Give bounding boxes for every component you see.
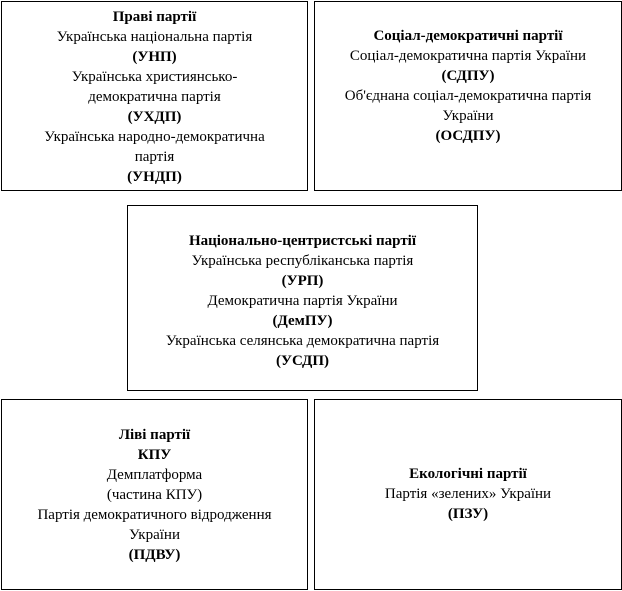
social-democratic-parties-title: Соціал-демократичні партії bbox=[373, 28, 563, 44]
party-abbr: (ДемПУ) bbox=[272, 313, 333, 329]
left-parties-title: Ліві партії bbox=[118, 427, 191, 443]
party-name: Демократична партія України bbox=[207, 293, 398, 309]
party-name: Українська народно-демократична bbox=[44, 129, 265, 145]
right-parties-title: Праві партії bbox=[112, 9, 197, 25]
social-democratic-parties-box bbox=[314, 1, 622, 191]
national-centrist-parties-title: Національно-центристські партії bbox=[188, 233, 417, 249]
ecological-parties-box bbox=[314, 399, 622, 590]
party-name: Об'єднана соціал-демократична партія bbox=[344, 88, 592, 104]
right-parties-box bbox=[1, 1, 308, 191]
party-note: (частина КПУ) bbox=[106, 487, 203, 503]
party-name: демократична партія bbox=[88, 89, 221, 105]
party-abbr: (УРП) bbox=[281, 273, 324, 289]
party-abbr: (ПЗУ) bbox=[447, 506, 489, 522]
party-abbr: КПУ bbox=[137, 447, 172, 463]
ecological-parties-title: Екологічні партії bbox=[409, 466, 527, 482]
party-abbr: (УХДП) bbox=[127, 109, 182, 125]
party-name: Українська національна партія bbox=[56, 29, 253, 45]
party-name: України bbox=[129, 527, 180, 543]
party-name: Українська республіканська партія bbox=[191, 253, 414, 269]
party-name: Соціал-демократична партія України bbox=[349, 48, 587, 64]
party-name: України bbox=[442, 108, 494, 124]
party-name: Партія демократичного відродження bbox=[37, 507, 272, 523]
party-abbr: (ПДВУ) bbox=[128, 547, 181, 563]
party-abbr: (УНДП) bbox=[127, 169, 182, 185]
left-parties-box bbox=[1, 399, 308, 590]
party-abbr: (УСДП) bbox=[275, 353, 330, 369]
party-name: Українська селянська демократична партія bbox=[165, 333, 440, 349]
party-abbr: (СДПУ) bbox=[441, 68, 495, 84]
party-name: партія bbox=[134, 149, 175, 165]
party-name: Українська християнсько- bbox=[71, 69, 238, 85]
party-abbr: (ОСДПУ) bbox=[435, 128, 501, 144]
party-name: Демплатформа bbox=[106, 467, 203, 483]
national-centrist-parties-box bbox=[127, 205, 478, 391]
party-abbr: (УНП) bbox=[132, 49, 177, 65]
party-name: Партія «зелених» України bbox=[384, 486, 552, 502]
